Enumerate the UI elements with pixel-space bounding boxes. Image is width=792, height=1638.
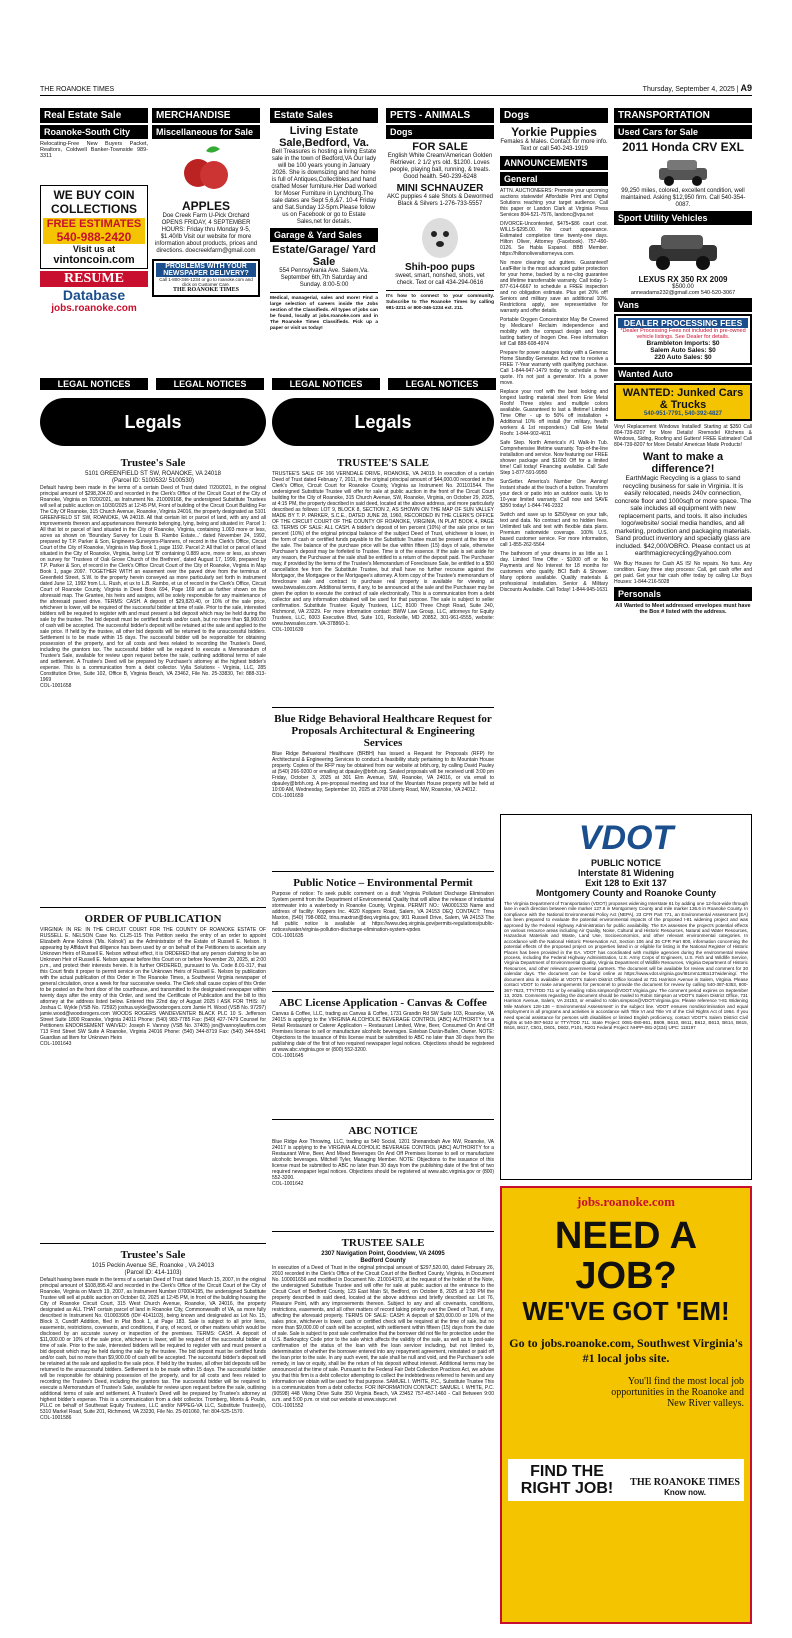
page-date: Thursday, September 4, 2025 | A9 xyxy=(642,83,752,93)
notice-body: Purpose of notice: To seek public comment on a draft Virginia Pollutant Discharge Elimination System permit from the Department of Environmental Quality that will allow the release of industrial stormwater into a waterbody in Roanoke County, Virginia. PERMIT NO.: VA0001333 Name and address of facility: Koppers Inc. 4020 Koppers Road, Salem, VA 24153 DEQ CONTACT: Trina Maxton, (540) 798-0802, trina.maxtran@deq.virginia.gov, 901 Russell Drive, Salem, VA 24153 The full public notice is available at https://www.deq.virginia.gov/permits-regulations/public-notices/water/virginia-pollution-discharge-elimination-system-vpdes xyxy=(272,891,494,933)
legal-notices-bar-4: LEGAL NOTICES xyxy=(388,378,496,390)
general-item: The bathroom of your dreams in as little as 1 day. Limited Time Offer - $1000 off or No Payments and No Interest for 18 months for customers who qualify. BCI Bath & Shower. Many options available. Quality materials & professional installation. Senior & Military Discounts Available. Call Today! 1-844-945-1631 xyxy=(500,551,608,593)
vdot-body: The Virginia Department of Transportation (VDOT) proposes widening Interstate 81 by adding one 12-foot-wide through lane in each direction between mile marker 127.8 in Montgomery County and mile marker 136.6 in Roanoke County. In compliance with the National Environmental Policy Act (NEPA), 23 CFR Part 771, an Environmental Assessment (EA) has been prepared to evaluate the potential environmental impacts of the proposed I-81 widening project and was approved by the Federal Highway Administration for public availability. The EA assesses the project's potential effects on various resource areas including Air Quality, Noise, Cultural and Historic Resources, Natural and Water Resources, Hazardous Materials and Waste, Land Use, Socioeconomics, and other relevant environmental categories. In accordance with the National Historic Preservation Act, Section 106 and 36 CFR Part 800, information concerning the potential effects of the proposed project on properties listed in or eligible for listing in the National Register of Historic Places has been provided in the EA. VDOT has coordinated with multiple agencies during the environmental review process, including the Federal Highway Administration, U.S. Army Corps of Engineers, U.S. Fish and Wildlife Service, Virginia Department of Environmental Quality, Virginia Department of Wildlife Resources, Virginia Department of Historic Resources, and other relevant governmental partners. The document will be available for review and comment for 30 calendar days. The document can be found online at https://www.vdot.virginia.gov/I81mm128to137widening/. The document also is available at VDOT's Salem District Office located at 731 Harrison Avenue in Salem, Virginia. Please contact VDOT to make arrangements for personnel to provide the document for review by calling 540-387-5353, 800-367-7623, TTY/TDD 711 or by emailing robin.simpson@VDOT.Virginia.gov. The comment period expires on September 13, 2025. Comments regarding the document should be mailed to Robin Simpson at VDOT's Salem District Office, 731 Harrison Avenue, Salem, VA 24153, or emailed to robin.simpson@VDOT.Virginia.gov. Please reference 'I-81 Widening Mile Markers 128-136 – Environmental Assessment' in the subject line. VDOT ensures nondiscrimination and equal employment in all programs and activities in accordance with Title VI and Title VII of the Civil Rights Act of 1964. If you need special assistance for persons with disabilities or limited English proficiency, contact VDOT's Salem District Civil Rights at 540-387-5632 or TTY/TDD 711. State Project: 0081-080-861, B609, B610, B611, B612, B613, B614, B615, B616, B617, C501, D601, D602, P101, R201 Federal Project: NHPP-081-2(334) UPC: 118197 xyxy=(504,901,748,1031)
general-item: Prepare for power outages today with a Generac Home Standby Generator. Act now to receive a FREE 7-Year warranty with qualifying purchase. Call 1-844-947-1479 today to schedule a free quote. It's not just a generator. It's a power move. xyxy=(500,350,608,386)
legal-notices-bar-2: LEGAL NOTICES xyxy=(156,378,264,390)
sub-roanoke-south: Roanoke-South City xyxy=(40,125,148,139)
vdot-logo: VDOT xyxy=(578,819,674,857)
notice-abc-canvas xyxy=(272,992,494,1120)
notice-code: COL-1001643 xyxy=(40,1041,72,1047)
sub-vans: Vans xyxy=(614,298,752,312)
section-announcements: ANNOUNCEMENTS xyxy=(500,156,608,170)
general-item: Replace your roof with the best looking and longest lasting material steel from Erie Metal Roofs! Three styles and multiple colors available. Guaranteed to last a lifetime! Limited Time Offer - up to 50% off installation + Additional 10% off install (for military, health workers & 1st responders.) Call Erie Metal Roofs: 1-844-902-4611 xyxy=(500,389,608,437)
notice-code: COL-1001552 xyxy=(272,1403,304,1409)
lexus-title: LEXUS RX 350 RX 2009 xyxy=(638,275,728,284)
notice-body: VIRGINIA: IN RE: IN THE CIRCUIT COURT FOR THE COUNTY OF ROANOKE ESTATE OF RUSSELL E. NELSON Case No. CL25-115 This Petition seeks the entry of an order to appoint Elizabeth Anne Kolnok ('Ms. Kolnok') as the Administrator of the Estate of Russell E. Nelson. It appearing by Affidavit that diligence has been used by or on behalf of the Petitioners to ascertain any Unknown Heirs of Russell E. Nelson without effect, it is ORDERED that any person claiming to be an Unknown Heir of Russell E. Nelson appear before this Court on or before November 20, 2025, at 2:00 p.m., and protect their interests herein. It is further ORDERED, pursuant to Va. Code 8.01-317, that this Court finds it proper to permit service on the Unknown Heirs of Russell E. Nelson by publication with the actual publication of this Order in The Roanoke Times, a Southwest Virginia newspaper of general circulation, once a week for four successive weeks. The Clerk shall cause copies of this Order to be posted on the front door of the courthouse, and transmitted to the designated newspaper within twenty days after the entry of this Order, and send the Certificate of Publication and the bill to this attorney at the address listed below. Entered this 22nd day of August 2025 I ASK FOR THIS: /s/ Joshua C. Wykle (VSB No. 72592) joshua.wykle@woodsrogers.com Jamie H. Wood (VSB No. 97297) jamie.wood@woodsrogers.com WOODS ROGERS VANDEVENTER BLACK PLC 10 S. Jefferson Street Suite 1800 Roanoke, Virginia 24011 Phone: (540) 983-7785 Fax: (540) 427-7479 Counsel for Petitioners ENDORSEMENT WAIVED: Joseph F. Vannoy (VSB No. 37405) jon@vannoylawfirm.com 713 First Street SW Suite A Roanoke, Virginia 24016 Phone: (540) 344-8719 Fax: (540) 344-5541 Guardian ad litem for Unknown Heirs xyxy=(40,927,266,1041)
date-text: Thursday, September 4, 2025 xyxy=(642,86,735,93)
database-word: Database xyxy=(62,287,126,303)
real-estate-column xyxy=(40,108,148,374)
dealer-c: 220 Auto Sales: $0 xyxy=(654,354,712,361)
section-estate-sales: Estate Sales xyxy=(270,108,378,123)
announcements-column xyxy=(500,108,608,808)
transportation-column xyxy=(614,108,752,808)
dealer-fees-box xyxy=(614,314,752,365)
notice-title: Trustee's Sale xyxy=(120,1249,186,1261)
paper-name: THE ROANOKE TIMES xyxy=(40,86,115,93)
legals-title-2: Legals xyxy=(272,398,494,446)
notice-code: COL-1001645 xyxy=(272,1053,304,1059)
notice-address: 1015 Peckin Avenue SE, Roanoke , VA 24013 xyxy=(91,1263,215,1269)
coin-site[interactable]: vintoncoin.com xyxy=(53,254,135,266)
general-item: DIVORCE-Uncontested, $475+$86 court cost. WILLS-$295.00. No court appearance. Estimated completion time twenty-one days. Hilton Oliver, Attorney (Facebook). 757-490-0126. Se Habla Espanol. BBB Member. https://hiltonoliverattorneyva.com. xyxy=(500,221,608,257)
notice-title: ORDER OF PUBLICATION xyxy=(84,913,222,925)
lexus-price: $500.00 xyxy=(672,284,694,290)
junk-cars-box xyxy=(614,383,752,421)
coin-line2: COLLECTIONS xyxy=(51,202,137,216)
merchandise-column xyxy=(152,108,260,374)
notice-address: 5101 GREENFIELD ST SW, ROANOKE, VA 24018 xyxy=(85,471,221,477)
notice-body: In execution of a Deed of Trust in the original principal amount of $297,520.00, dated February 26, 2010 recorded in the Clerk's Office of the Circuit Court of the Bedford County, Virginia, in Document No. 100001656 and modified in Document No. 210014370, at the request of the holder of the Note, the undersigned Substitute Trustee and will offer for sale at public auction at the entrance to the Circuit Court of Bedford County, 123 East Main St, Bedford, on October 8, 2025 at 1:30 PM the property described in said deed, located at the above address and briefly described as: Lot 76, Pleasure Point, with any improvements thereon. Subject to any and all covenants, conditions, restrictions, easements, and all other matters of record taking priority over the Deed of Trust, if any, affecting the aforesaid property. TERMS OF SALE: CASH: A deposit of $20,000.00 or 10% of the sales price, whichever is lower, cash or certified check will be required at the time of sale, but no more than $9,000.00 of cash will be accepted, with settlement within fifteen (15) days from the date of sale. Sale is subject to post sale confirmation that the borrower did not file for protection under the U.S. Bankruptcy Code prior to the sale which affects the validity of the sale, as well as to post-sale confirmation of the status of the loan with the loan servicer including, but not limited to, determination of whether the borrower entered into any repayment agreement, reinstated or paid off the loan prior to the sale. In any such event, the sale shall be null and void, and the Purchaser's sole remedy, in law or equity, shall be the return of his deposit without interest. Additional terms may be announced at the time of sale. Pursuant to the Federal Fair Debt Collection Practices Act, we advise you that this firm is a debt collector attempting to collect the indebtedness referred to herein and any information we obtain will be used for that purpose. SAMUEL I. WHITE, P.C., Substitute Trustee This is a communication from a debt collector. FOR INFORMATION CONTACT: SAMUEL I. WHITE, P.C. (90598) 448 Viking Drive Suite 350 Virginia Beach, VA 23452 757-457-1460 - Call Between 9:00 a.m. and 5:00 p.m. or visit our website at www.siwpc.net xyxy=(272,1265,494,1403)
legal-column-a xyxy=(40,452,266,1624)
notice-title: TRUSTEE SALE xyxy=(341,1237,425,1249)
dealer-a: Brambleton Imports: $0 xyxy=(646,340,720,347)
sub-misc: Miscellaneous for Sale xyxy=(152,125,260,139)
dealer-b: Salem Auto Sales: $0 xyxy=(650,347,716,354)
notice-title: TRUSTEE'S SALE xyxy=(336,457,429,469)
schnauzer-text: AKC puppies 4 sale Shots & Dewormed Black & Silvers 1-276-733-5557 xyxy=(386,194,494,207)
notice-order-publication xyxy=(40,908,266,1244)
legal-notices-bar-3: LEGAL NOTICES xyxy=(272,378,380,390)
sub-personals: Personals xyxy=(614,587,752,601)
coin-visit: Visit us at xyxy=(72,244,116,254)
notice-body: Blue Ridge Behavioral Healthcare (BRBH) has issued a Request for Proposals (RFP) for Architectural & Engineering Services to conduct a feasibility study pertaining to its Mountain House property. Copies of the RFP may be obtained from our website at brbh.org, by calling David Pauley at (540) 266-9200 or emailing at dpauley@brbh.org. Sealed proposals will be received until 3:00 pm Friday, October 3, 2025 at 301 Elm Avenue, SW, Roanoke, VA 24016, or via email to dpauley@brbh.org. A pre-proposal meeting and tour of the Mountain House property will be held at 10:00 AM, Wednesday, September 10, 2025 at 2708 Liberty Road, NW, Roanoke, VA 24012. xyxy=(272,751,494,793)
pets-column xyxy=(386,108,494,374)
section-real-estate: Real Estate Sale xyxy=(40,108,148,123)
apples-title: APPLES xyxy=(181,199,230,213)
delivery-logo: THE ROANOKE TIMES xyxy=(173,287,239,293)
jobs-ad-logo-wrap xyxy=(630,1477,740,1497)
estate-sales-column xyxy=(270,108,378,374)
notice-blue-ridge xyxy=(272,708,494,872)
dealer-text: *Dealer Processing Fees not included in pre-owned vehicle listings. See Dealer for details. xyxy=(620,328,746,340)
sub-general: General xyxy=(500,172,608,186)
notice-body: Default having been made in the terms of a certain Deed of Trust dated 7/20/2021, in the original principal amount of $298,204.00 and recorded in the Clerk's Office of the Circuit Court of the City of Roanoke, Virginia on 7/20/2021, as Instrument No. 210009168, the undersigned Substitute Trustees will sell at public auction on 10/30/2025 at 12:45 PM, Front of building of the Circuit Court Building For The City Of Roanoke, 315 Church Avenue, Roanoke, Virginia 24016, the property designated as 5101 GREENFIELD ST SW, ROANOKE, VA 24018. All that certain lot or parcel of land, with any and all improvements thereon and appurtenances thereunto belonging, lying, being and situated in: Parcel 1: All that lot or parcel of land situated in the City of Roanoke, Virginia, containing 1.003 more or less, acres as shown on 'Boundary Survey for Louis B. Rambo Estate...' dated November 24, 1992, prepared by T.P. Parker & Son, Engineers-Surveyors-Planners, of record in the Clerk's Office, Circuit Court of the City of Roanoke, Virginia in Map Book 1, page 1192. Parcel 2: All that lot or parcel of land situated in the City of Roanoke, Virginia, being Lot 'B' containing 0.889 acre, more or less, as shown on survey for 'Trustees of Oak Grove Church of the Brethren', dated August 17, 1999, prepared by T.P. Parker & Son, of record in the Clerk's Office Circuit Court of the City of Roanoke, Virginia in Map Book 1, page 2097. TOGETHER WITH an easement over the paved drive from the terminus of Greenfield Street, S.W. to the property herein conveyed as more particularly set forth in instrument dated June 12, 1992 from L.L. Rush, et ux to L.B. Rambo, et ux of record in the Clerk's Office, Circuit Court of Roanoke County, Virginia in Deed Book 694, Page 169 and as further shown on the aforesaid map. The Grantee, his heirs and assigns, will be solely responsible for any maintenance of the aforesaid paved drive. TERMS: CASH. A deposit of $29,820.40, or 10% of the sale price, whichever is lower, will be required of the successful bidder at time of sale. Prior to the sale, interested bidders will be required to register with and must present a bid deposit which may be held during the sale by the trustee. The bid deposit must be certified funds and/or cash, but no more than $9,900.00 of cash will be accepted. The successful bidder's deposit will be retained at the sale and applied to the sale price. If held by the trustee, all other bid deposits will be returned to the unsuccessful bidders. Settlement is to be made within 15 days. The successful bidder will be responsible for obtaining possession of the property, and for all costs and fees related to recording the Trustee's Deed, including the grantors tax. The successful bidder will be required to execute a Memorandum of Trustee's Sale, available for review upon request before the sale, outlining additional terms of sale and settlement. A Trustee's Deed will be prepared by Purchaser's attorney at the highest bidder's expense. This is a communication from a debt collector. Vylla Solutions - Virginia, LLC, 285 Constitution Drive, Suite 102, Office B, Virginia Beach, VA 23462, File No. 25-33830, Tel: 888-313-1969 xyxy=(40,485,266,683)
notice-title: Public Notice – Environmental Permit xyxy=(293,877,473,889)
shihpoo-text: sweet, smart, nonshed, shots, vet check. Text or call 434-294-0616 xyxy=(395,273,485,286)
notice-trustee-sale-1 xyxy=(272,452,494,708)
dog-icon xyxy=(386,208,494,262)
section-pets: PETS - ANIMALS xyxy=(386,108,494,123)
delivery-sub: Call 1-800-346-1234 or go to roanoke.com and click on Customer Care. xyxy=(159,277,253,287)
legals-title-1: Legals xyxy=(40,398,266,446)
person-icon xyxy=(508,1409,744,1459)
coin-line3: FREE ESTIMATES xyxy=(43,218,145,230)
schnauzer-title: MINI SCHNAUZER xyxy=(396,183,484,194)
section-transportation: TRANSPORTATION xyxy=(614,108,752,123)
yorkie-text: Females & Males. Contact for more info. Text or call 540-243-1919 xyxy=(500,139,608,152)
notice-code: COL-1001659 xyxy=(272,793,304,799)
honda-text: 99,250 miles, colored, excellent condition, well maintained. Asking $12,950 firm. Call 540-354-0087. xyxy=(620,188,746,208)
sub-used-cars: Used Cars for Sale xyxy=(614,125,752,139)
notice-trustee-sale-2 xyxy=(272,1232,494,1620)
notice-abc-2 xyxy=(272,1120,494,1232)
jobs-ad-need: NEED A JOB? xyxy=(554,1215,698,1297)
difference-title: Want to make a difference?! xyxy=(642,451,724,475)
notice-county: Bedford County xyxy=(360,1258,406,1264)
notice-title: ABC License Application - Canvas & Coffee xyxy=(279,997,487,1009)
vdot-title1: PUBLIC NOTICE xyxy=(590,858,661,868)
jobs-tip: Medical, managerial, sales and more! Find a large selection of careers inside the Jobs section of the Classifieds. All types of jobs can be found, locally at jobs.roanoke.com and in The Roanoke Times Classifieds. Pick up a paper or visit us today! xyxy=(270,296,378,331)
apples-icon xyxy=(152,141,260,199)
apples-text: Doe Creek Farm U-Pick Orchard OPENS FRIDAY, 4 SEPTEMBER HOURS: Friday thru Monday 9-5, $1.40/lb Visit our website for more information about products, prices and directions. doecreekfarm@gmail.com xyxy=(154,213,258,254)
yard-sale-title: Estate/Garage/ Yard Sale xyxy=(272,244,376,268)
personals-text: All Wanted to Meet addressed envelopes must have the Box # listed with the address. xyxy=(615,602,751,615)
car-icon xyxy=(614,154,752,188)
vdot-title2: Interstate 81 Widening xyxy=(578,868,674,878)
notice-code: COL-1001586 xyxy=(40,1415,72,1421)
dealer-title: DEALER PROCESSING FEES xyxy=(618,318,748,328)
we-buy-houses: We Buy Houses for Cash AS IS! No repairs. No fuss. Any condition. Easy three step process: Call, get cash offer and get paid. Get your fair cash offer today by calling Liz Buys Houses: 1-844-216-5028 xyxy=(614,560,752,585)
lexus-contact: anneadams232@gmail.com 540-520-3067 xyxy=(630,290,736,296)
general-item: Switch and save up to $250/year on your talk, text and data. No contract and no hidden fees. Unlimited talk and text with flexible data plans. Premium nationwide coverage. 100% U.S. based customer service. For more information, call 1-855-262-5564 xyxy=(500,512,608,548)
jobs-ad-go: Go to jobs.roanoke.com, Southwest Virginia's #1 local jobs site. xyxy=(509,1336,743,1365)
jobs-ad-footer xyxy=(508,1459,744,1501)
jobs-ad-logo: THE ROANOKE TIMES xyxy=(630,1477,740,1488)
notice-code: COL-1001635 xyxy=(272,933,304,939)
notice-title: Trustee's Sale xyxy=(120,457,186,469)
page-number: A9 xyxy=(740,83,752,93)
notice-title: ABC NOTICE xyxy=(348,1125,418,1137)
notice-env-permit xyxy=(272,872,494,992)
notice-code: COL-1001639 xyxy=(272,627,304,633)
sub-suv: Sport Utility Vehicles xyxy=(614,211,752,225)
general-item: ATTN. AUCTIONEERS: Promote your upcoming auctions statewide! Affordable Print and Digital Solutions reaching your target audience. Call this paper or Landon Clark at Virginia Press Services 804-521-7576, landonc@vpa.net xyxy=(500,188,608,218)
section-merchandise: MERCHANDISE xyxy=(152,108,260,123)
general-item: No more cleaning out gutters. Guaranteed! LeafFilter is the most advanced gutter protection for your home, backed by a no-clog guarantee and lifetime transferrable warranty. Call today 1-877-614-6667 to schedule a FREE inspection and no obligation estimate. Plus get 20% off! Seniors and military save an additional 10%. Restrictions apply, see representative for warranty and offer details. xyxy=(500,260,608,314)
difference-text: EarthMagic Recycling is a glass to sand recycling business for sale in Virginia. It is easily relocated, needs 240v connection, concrete floor and 1000sqft or more space. The sale includes all equipment with new replacement parts, and tools. It also includes logo/website/ social media handles, and all marketing, production and packaging materials. Sand product inventory and specialty glass are included. $42,000/OBRO. Please contact us at earthmagicrecycling@yahoo.com xyxy=(614,475,752,557)
general-item: Safe Step. North America's #1 Walk-In Tub. Comprehensive lifetime warranty. Top-of-the-line installation and service. Now featuring our FREE shower package and $1600 Off for a limited time! Call today! Financing available. Call Safe Step 1-877-591-9950 xyxy=(500,440,608,476)
resume-ad xyxy=(40,271,148,314)
jobs-ad-find: You'll find the most local job opportunities in the Roanoke and New River valleys. xyxy=(611,1376,744,1409)
notice-trustee-1 xyxy=(40,452,266,908)
sub-dogs: Dogs xyxy=(386,125,494,139)
junk-phone: 540-951-7791, 540-392-4827 xyxy=(643,411,723,417)
legal-notices-bar-1: LEGAL NOTICES xyxy=(40,378,148,390)
jobs-ad-know: Know now. xyxy=(664,1488,707,1497)
jobs-ad-site[interactable]: jobs.roanoke.com xyxy=(577,1194,675,1209)
forsale-text: English White Cream/American Golden Retriever. 2 1/2 yrs old. $1200. Loves people, playing ball, running, & treats. Good health. 540-239-6248 xyxy=(387,153,493,180)
yorkie-title: Yorkie Puppies xyxy=(511,125,597,139)
notice-address: 2307 Navigation Point, Goodview, VA 24095 xyxy=(321,1251,445,1257)
jobs-ad-got: WE'VE GOT 'EM! xyxy=(522,1296,730,1326)
coin-ad xyxy=(40,185,148,269)
delivery-title: PROBLEMS WITH YOUR NEWSPAPER DELIVERY? xyxy=(156,263,256,277)
delivery-ad xyxy=(152,259,260,297)
resume-word: RESUME xyxy=(40,271,148,287)
sub-wanted-auto: Wanted Auto xyxy=(614,367,752,381)
junk-title: WANTED: Junked Cars & Trucks xyxy=(622,387,744,411)
jobs-ad xyxy=(500,1186,752,1624)
vinyl-ad: Vinyl Replacement Windows Installed! Starting at $350 Call 804-739-8207 for More Details! Rremodel Kitchens & Windows, Siding, Roofing and Gutters! FREE Estimates! Call 804-739-8207 for More Details! American Made Products! xyxy=(614,424,752,448)
notice-trustee-2 xyxy=(40,1244,266,1616)
relocating-ad: Relocating-Free New Buyers Packet, Realtors, Coldwell Banker-Townside 989-3311 xyxy=(40,141,148,159)
notice-body: Default having been made in the terms of a certain Deed of Trust dated March 15, 2007, in the original principal amount of $108,895.42 and recorded in the Clerk's Office of the Circuit Court of the City of Roanoke, Virginia on March 19, 2007, as Instrument Number 070004195, the undersigned Substitute Trustee will sell at public auction on October 02, 2025 at 12:45 PM, in front of the building housing the City of Roanoke Circuit Court, 315 West Church Avenue, Roanoke, VA 24016, the property designated as ALL THAT certain parcel of land in Roanoke City, Commonwealth of VA, as more fully described in Instrument No. 010003905 (ID# 4141103), being known and designated as Lot No. 15, Block 3, Cundiff Addition, filed in Plat Book 1, at Page 183. Sale is subject to all prior liens, easements, restrictions, covenants, and conditions, if any, of record, or other matters which would be disclosed by an accurate survey or inspection of the premises. TERMS: CASH. A deposit of $11,000.00 or 10% of the sale price, whichever is lower, will be required of the successful bidder at time of sale. Prior to the sale, interested bidders will be required to register with and must present a bid deposit which may be held during the sale by the trustee. The bid deposit must be certified funds and/or cash, but no more than $9,900.00 of cash will be accepted. The successful bidder's deposit will be retained at the sale and applied to the sale price. If held by the trustee, all other bid deposits will be returned to the unsuccessful bidders. Settlement is to be made within 15 days. The successful bidder will be responsible for obtaining possession of the property, and for all costs and fees related to recording the Trustee's Deed, including the grantors tax. The successful bidder will be required to execute a Memorandum of Trustee's Sale, available for review upon request before the sale, outlining additional terms of sale and settlement. A Trustee's Deed will be prepared by Trustee's attorney at highest bidder's expense. This is a communication from a debt collector. Tromberg, Morris & Poulin, PLLC on behalf of Southeast Equity Trustees, LLC and/or NPPEG-VA LLC, Substitute Trustee(s), 5310 Markel Road, Suite 201, Richmond, VA 23230, File No. 25-001060, Tel: 804-525-1570. xyxy=(40,1277,266,1415)
notice-body: Blue Ridge Axe Throwing, LLC, trading as 540 Social, 1201 Shenandoah Ave NW, Roanoke, VA 24017 is applying to the VIRGINIA ALCOHOLIC BEVERAGE CONTROL (ABC) AUTHORITY for a Restaurant Wine, Beer, And Mixed Beverages On And Off Premises license to sell or manufacture alcoholic beverages. Mitchell Tyler, Managing Member. NOTE: Objections to the issuance of this license must be submitted to ABC no later than 30 days from the publishing date of the first of two required newspaper legal notices. Objections should be registered at www.abc.virginia.gov or (800) 552-3200. xyxy=(272,1139,494,1181)
general-list xyxy=(500,188,608,593)
living-estate-text: Bell Treasures is hosting a living Estate sale in the town of Bedford,VA Our lady will be 100 years young in January 2026. She is downsizing and her home is full of Antiques,Collectibles,and hand crafted Moser furniture.Her Dad worked for Moser Furniture in Lynchburg.The sale dates are Sept 5,6,&7. 10-4 Friday and Sat.Sunday 12-5pm.Please follow us on Facebook or go to Estate Sales,net for details. xyxy=(271,149,377,225)
forsale-title: FOR SALE xyxy=(412,141,468,153)
living-estate-title: Living Estate Sale,Bedford, Va. xyxy=(279,125,369,149)
suv-icon xyxy=(614,227,752,275)
honda-title: 2011 Honda CRV EXL xyxy=(622,140,744,154)
shihpoo-title: Shih-poo pups xyxy=(405,262,475,273)
notice-code: COL-1001658 xyxy=(40,683,72,689)
notice-parcel: (Parcel ID: 414-1103) xyxy=(124,1270,182,1276)
vdot-title4: Montgomery County and Roanoke County xyxy=(536,888,716,898)
coin-line1: WE BUY COIN xyxy=(53,188,135,202)
jobs-link[interactable]: jobs.roanoke.com xyxy=(51,303,137,314)
vdot-notice xyxy=(500,814,752,1180)
subscribe-tip: It's how to connect to your community. Subscribe to The Roanoke Times by calling 981-3211 or 800-346-1234 ext. 211. xyxy=(386,294,494,311)
jobs-ad-right: FIND THE RIGHT JOB! xyxy=(520,1463,614,1497)
vdot-title3: Exit 128 to Exit 137 xyxy=(585,878,667,888)
sub-dogs-2: Dogs xyxy=(500,108,608,123)
notice-body: Canvas & Coffee, LLC, trading as Canvas & Coffee, 1731 Grandin Rd SW Suite 103, Roanoke, VA 24015 is applying to the VIRGINIA ALCOHOLIC BEVERAGE CONTROL (ABC) AUTHORITY for a Retail Restaurant or Caterer Application – Restaurant Limited, Wine, Beer, Consumed On And Off Premises license to sell or manufacture alcoholic beverages. Esteban Durán-Ballen, Owner. NOTE: Objections to the issuance of this license must be submitted to ABC no later than 30 days from the publishing date of the first of two required newspaper legal notices. Objections should be registered at www.abc.virginia.gov or (800) 552-3200. xyxy=(272,1011,494,1053)
general-item: SunSetter. America's Number One Awning! Instant shade at the touch of a button. Transform your deck or patio into an outdoor oasis. Up to 10-year limited warranty. Call now and SAVE $350 today! 1-844-746-2332 xyxy=(500,479,608,509)
legal-column-b xyxy=(272,452,494,1624)
page-header xyxy=(40,80,752,96)
general-item: Portable Oxygen Concentrator May Be Covered by Medicare! Reclaim independence and mobility with the compact design and long-lasting battery of Inogen One. Free information kit! Call 888-608-4974 xyxy=(500,317,608,347)
notice-code: COL-1001642 xyxy=(272,1181,304,1187)
sub-garage: Garage & Yard Sales xyxy=(270,228,378,242)
notice-title: Blue Ridge Behavioral Healthcare Request for Proposals Architectural & Engineering Services xyxy=(274,713,492,749)
yard-sale-text: 554 Pennsylvania Ave. Salem,Va. September 6th,7th Saturday and Sunday. 8:00-5:00 xyxy=(279,268,369,288)
notice-parcel: (Parcel ID: 5100532/ 5100530) xyxy=(111,478,195,484)
notice-body: TRUSTEE'S SALE OF 166 VERNDALE DRIVE, ROANOKE, VA 24019. In execution of a certain Deed of Trust dated February 7, 2011, in the original principal amount of $44,000.00 recorded in the Clerk's Office, Circuit Court for Roanoke County, Virginia as Instrument No. 201101544. The undersigned Substitute Trustee will offer for sale at public auction in the front of the Circuit Court building for the City of Roanoke, 315 Church Avenue, SW, Roanoke, Virginia, on October 29, 2025, at 4:15 PM, the property described in said deed, located at the above address, and more particularly described as follows: LOT 9, BLOCK 8, SECTION 2, AS SHOWN ON THE MAP OF SUN VALLEY MADE BY T. P. PARKER, S.C.E., DATED JUNE 28, 1960, RECORDED IN THE CLERK'S OFFICE OF THE CIRCUIT COURT OF THE COUNTY OF ROANOKE, VIRGINIA, IN PLAT BOOK 4, PAGE 63. TERMS OF SALE: ALL CASH. A bidder's deposit of ten percent (10%) of the sale price or ten percent (10%) of the original principal balance of the subject Deed of Trust, whichever is lower, in the form of cash or certified funds payable to the Substitute Trustee must be present at the time of the sale. The balance of the purchase price will be due within fifteen (15) days of sale, otherwise Purchaser's deposit may be forfeited to Trustee. Time is of the essence. If the sale is set aside for any reason, the Purchaser at the sale shall be entitled to a return of the deposit paid. The Purchaser may, if provided by the terms of the Trustee's Memorandum of Foreclosure Sale, be entitled to a $50 cancellation fee from the Substitute Trustee, but shall have no further recourse against the Mortgagor, the Mortgagee or the Mortgagee's attorney. A form copy of the Trustee's memorandum of foreclosure sale and contract to purchase real property is available for viewing at www.bwwsales.com. Additional terms, if any, to be announced at the sale and the Purchaser may be given the option to execute the contract of sale electronically. This is a communication from a debt collector and any information obtained will be used for that purpose. The sale is subject to seller confirmation. Substitute Trustee: Equity Trustees, LLC, 8100 Three Chopt Road, Suite 240, Richmond, VA 23229. For more information contact: BWW Law Group, LLC, attorneys for Equity Trustees, LLC, 6003 Executive Blvd, Suite 101, Rockville, MD 20852, 301-961-6555, website: www.bwwsales.com. VA-378860-1. xyxy=(272,471,494,627)
coin-phone: 540-988-2420 xyxy=(43,230,145,244)
